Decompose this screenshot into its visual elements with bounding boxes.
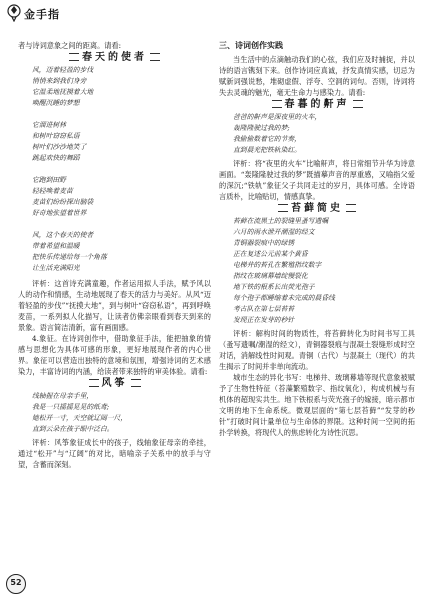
poem-line: 悄悄来到我们身旁 [32,77,87,85]
poem-line: 和树叶窃窃私语 [32,132,80,140]
comment-snoring: 评析：将“夜里的火车”比喻鼾声，将日常细节升华为诗意画面。“轰隆隆驶过我的梦”既描摹声音的厚重感，又喻指父爱的深沉;“铁轨”象征父子共同走过的岁月，具体可感。全诗语言质朴，比喻贴切，情感真挚。 [219,159,415,201]
title-ornament-icon [346,204,356,212]
poem-line: 风，这个春天的使者 [32,231,94,239]
poem-line: 把快乐传递给每一个角落 [32,253,107,261]
poem-line: 爸爸的鼾声是深夜里的火车， [233,113,322,121]
page-number: 52 [10,578,22,587]
poem-line: 电梯井的苔孔在繁殖指纹数字 [233,261,322,269]
title-ornament-icon [131,379,141,387]
poem-title-snoring: 春暮的鼾声 [219,99,415,110]
title-ornament-icon [69,53,79,61]
poem-line: 六月的雨水泄开潮湿的经文 [233,228,315,236]
poem-line: 青铜器裂痕中的绿锈 [233,239,295,247]
section-title: 三、诗词创作实践 [219,41,283,50]
poem-title-spring-messenger: 春天的使者 [18,52,211,63]
poem-line: 线轴握在母亲手里， [32,392,94,400]
left-column [18,40,211,470]
symbolism-paragraph: 4.象征。在诗词创作中，借助象征手法，能把抽象的情感与思想化为具体可感的形象，更好地展现作者的内心世界。象征可以营造出独特的意境和氛围，增强诗词的艺术感染力，丰富诗词的内涵，给读者带来独特的审美体验。请看: [18,334,211,376]
practice-paragraph: 当生活中的点滴触动我们的心弦，我们应及时捕捉，并以诗的语言镌刻下来。创作诗词应真诚，抒发真情实感，切忌为赋新词强说愁，堆砌虚假、浮夸、空洞的词句。否则，诗词将失去灵魂的魅光，毫无生命力与感染力。请看: [219,55,415,97]
poem-title-moss: 苔藓简史 [219,203,415,214]
poem-line: 我偷偷数着它的节奏， [233,135,301,143]
poem-line: 好奇地张望着世界 [32,209,87,217]
title-ornament-icon [353,100,363,108]
page-header [6,2,126,26]
poem-line: 苔藓在流黑土的裂缝里蚤写遗嘱 [233,217,329,225]
poem-line: 每个孢子都睡缩着未完成的晨昏线 [233,294,335,302]
poem-line: 她松开一寸，天空就辽阔一尺， [32,414,128,422]
poem-line: 轻轻唤着麦苗 [32,187,73,195]
brand-logo-icon [6,4,22,22]
poem-moss [219,216,415,326]
comment-spring-messenger: 评析：这首诗充满童趣，作者运用拟人手法，赋予风以人的动作和情感，生动地展现了春天的活力与美好。从风“迈着轻盈的步伐”“抚摸大地”，到与树叶“窃窃私语”，再到呼唤麦苗，一系列拟人化描写，让读者仿佛亲眼看到春天到来的景象。语言简洁清新，富有画面感。 [18,279,211,332]
title-ornament-icon [278,204,288,212]
poem-line: 轰隆隆驶过我的梦; [233,124,290,132]
page-number-badge [6,574,26,594]
poem-title-kite: 风筝 [18,378,211,389]
poem-line: 让生活充满阳光 [32,264,80,272]
poem-line: 发现正在发芽的秒针 [233,316,295,324]
poem-line: 直到云朵在孩子眼中泛白。 [32,425,114,433]
comment-moss: 评析：解构时间的物质性，将苔藓转化为时间书写工具（蚤写遗嘱/潮湿的经文），青铜器裂痕与混凝土裂缝形成时空对话，消解线性时间观。青铜（古代）与混凝土（现代）的共生揭示了时间并非单向流动。 [219,329,415,371]
poem-line: 它跑到田野 [32,176,66,184]
poem-line: 指纹在玻璃幕墙绽慢裂化 [233,272,308,280]
poem-line: 地下铁的根系长出荧光孢子 [233,283,315,291]
poem-line: 跳起欢快的舞蹈 [32,154,80,162]
poem-snoring [219,112,415,156]
poem-line: 考古队在第七层苔苔 [233,305,295,313]
intro-text: 者与诗词意象之间的距离。请看: [18,41,122,50]
poem-line: 直到晨光把铁轨染红。 [233,146,301,154]
poem-line: 它温柔地抚摸着大地 [32,88,94,96]
poem-line: 它溜进树林 [32,121,66,129]
poem-spring-messenger [18,65,211,274]
urban-ecology-paragraph: 城市生态的异化书写：电梯井、玻璃幕墙等现代意象被赋予了生物性特征（苔藻繁殖数字、指纹氧化），构成机械与有机体的超现实共生。地下铁根系与荧光孢子的嫁接，暗示都市文明的地下生命系统。微观层面的“第七层苔藓”“发芽的秒针”打破时间计量单位与生命体的界限。这种时间一空间的拓扑学转换，将现代人的焦虑转化为诗性沉思。 [219,373,415,437]
poem-line: 树叶们沙沙地笑了 [32,143,87,151]
poem-line: 正在复述公元前某个黄昏 [233,250,308,258]
title-ornament-icon [150,53,160,61]
poem-line: 带着希望和温暖 [32,242,80,250]
poem-line: 麦苗们纷纷探出脑袋 [32,198,94,206]
poem-line: 唤醒沉睡的梦想 [32,99,80,107]
right-column [219,40,415,438]
poem-line: 我是一只摇摇晃晃的纸鸢; [32,403,110,411]
comment-kite: 评析：风筝象征成长中的孩子，线轴象征母亲的牵挂，通过“松开”与“辽阔”的对比，暗喻亲子关系中的放手与守望，含蓄而深刻。 [18,438,211,469]
title-ornament-icon [272,100,282,108]
title-ornament-icon [89,379,99,387]
poem-line: 风，迈着轻盈的步伐 [32,66,94,74]
brand-name: 金手指 [24,8,60,21]
poem-kite [18,391,211,435]
